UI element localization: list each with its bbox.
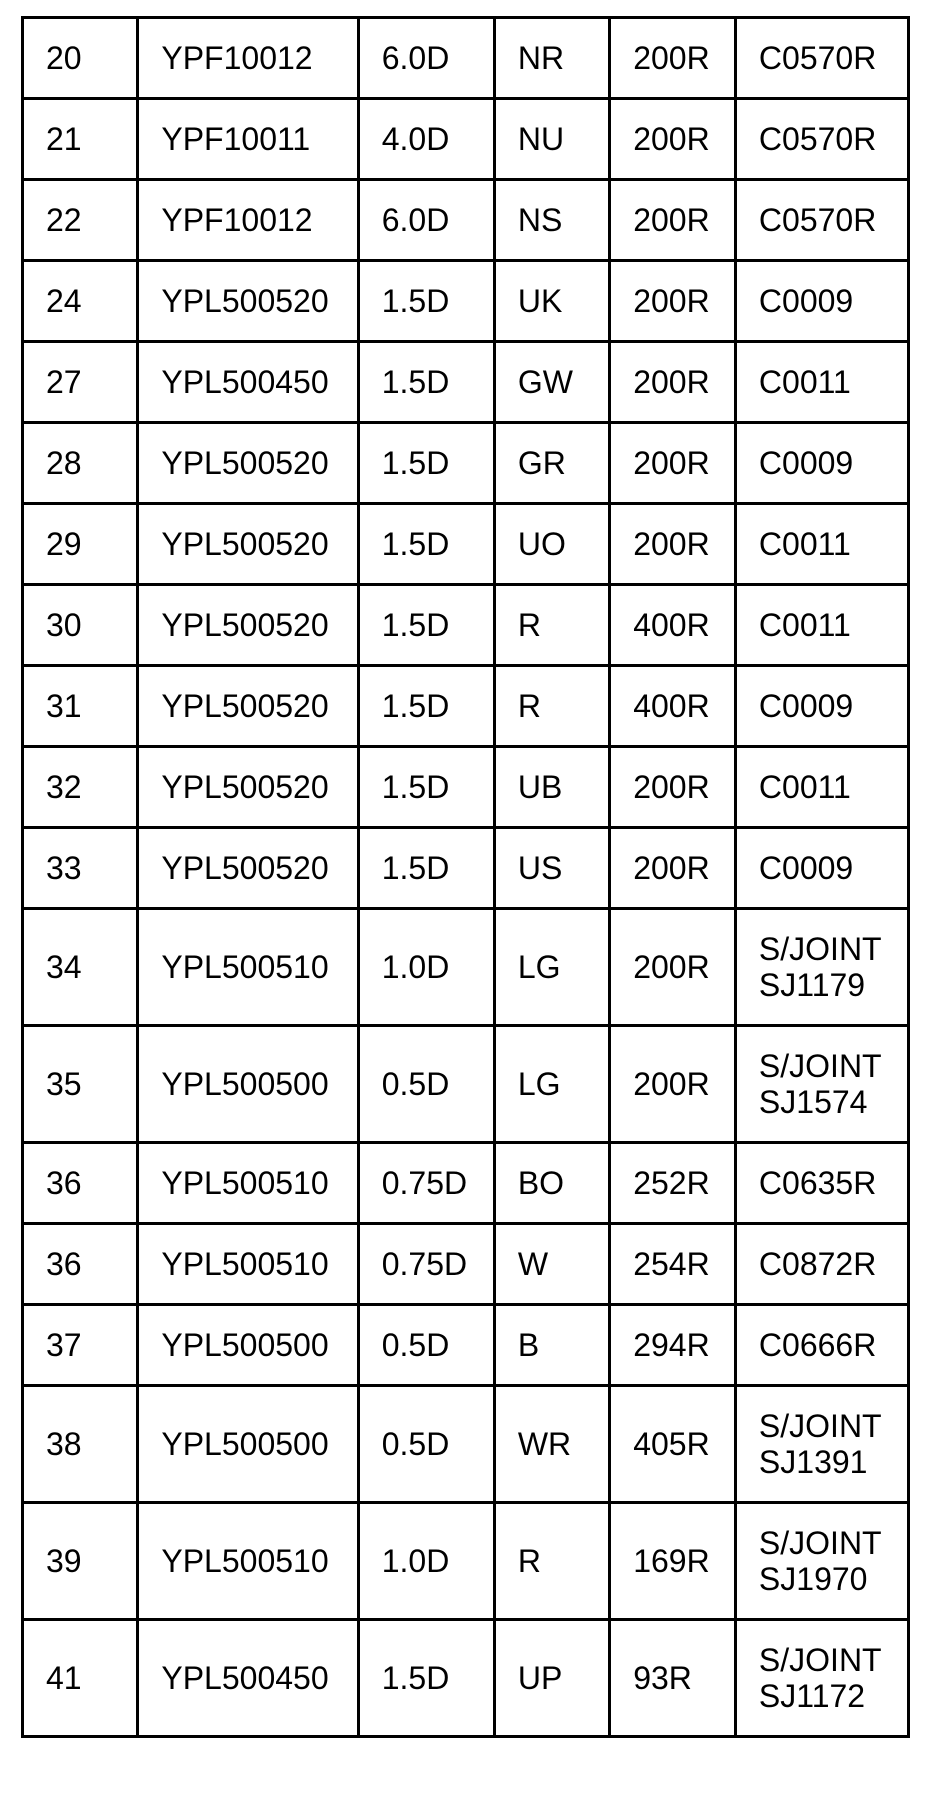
- size-cell: 0.5D: [358, 1026, 494, 1143]
- data-table: [21, 16, 910, 1738]
- rating-cell: 200R: [610, 342, 736, 423]
- size-cell: 6.0D: [358, 18, 494, 99]
- code-cell: BO: [494, 1143, 609, 1224]
- rating-cell: 200R: [610, 1026, 736, 1143]
- part-number-cell: YPL500510: [138, 1224, 358, 1305]
- table-body: [23, 18, 909, 1737]
- code-cell: US: [494, 828, 609, 909]
- part-number-cell: YPL500510: [138, 1143, 358, 1224]
- size-cell: 1.5D: [358, 1620, 494, 1737]
- item-number-cell: 38: [23, 1386, 138, 1503]
- code-cell: NS: [494, 180, 609, 261]
- item-number-cell: 34: [23, 909, 138, 1026]
- table-row: [23, 99, 909, 180]
- item-number-cell: 41: [23, 1620, 138, 1737]
- data-table-container: [21, 16, 910, 1738]
- item-number-cell: 35: [23, 1026, 138, 1143]
- part-number-cell: YPL500520: [138, 423, 358, 504]
- connection-cell: C0009: [735, 261, 908, 342]
- cell-text-line: SJ1179: [758, 967, 866, 1003]
- item-number-cell: 24: [23, 261, 138, 342]
- rating-cell: 200R: [610, 18, 736, 99]
- cell-text-line: S/JOINT: [758, 1048, 882, 1084]
- connection-cell: C0872R: [735, 1224, 908, 1305]
- rating-cell: 294R: [610, 1305, 736, 1386]
- part-number-cell: YPL500450: [138, 1620, 358, 1737]
- item-number-cell: 20: [23, 18, 138, 99]
- code-cell: R: [494, 666, 609, 747]
- size-cell: 1.5D: [358, 423, 494, 504]
- code-cell: LG: [494, 909, 609, 1026]
- cell-text-line: S/JOINT: [758, 931, 882, 967]
- item-number-cell: 36: [23, 1143, 138, 1224]
- size-cell: 1.5D: [358, 666, 494, 747]
- rating-cell: 169R: [610, 1503, 736, 1620]
- item-number-cell: 21: [23, 99, 138, 180]
- part-number-cell: YPF10012: [138, 180, 358, 261]
- table-row: [23, 342, 909, 423]
- table-row: [23, 1305, 909, 1386]
- size-cell: 1.5D: [358, 747, 494, 828]
- code-cell: NR: [494, 18, 609, 99]
- item-number-cell: 27: [23, 342, 138, 423]
- code-cell: WR: [494, 1386, 609, 1503]
- table-row: [23, 747, 909, 828]
- size-cell: 1.5D: [358, 342, 494, 423]
- size-cell: 4.0D: [358, 99, 494, 180]
- connection-cell: C0570R: [735, 18, 908, 99]
- rating-cell: 200R: [610, 423, 736, 504]
- code-cell: R: [494, 1503, 609, 1620]
- item-number-cell: 37: [23, 1305, 138, 1386]
- connection-cell: [735, 1503, 908, 1620]
- table-row: [23, 180, 909, 261]
- connection-cell: C0666R: [735, 1305, 908, 1386]
- part-number-cell: YPF10011: [138, 99, 358, 180]
- connection-cell: C0570R: [735, 180, 908, 261]
- connection-cell: [735, 909, 908, 1026]
- item-number-cell: 39: [23, 1503, 138, 1620]
- code-cell: UK: [494, 261, 609, 342]
- connection-cell: C0635R: [735, 1143, 908, 1224]
- rating-cell: 93R: [610, 1620, 736, 1737]
- item-number-cell: 32: [23, 747, 138, 828]
- size-cell: 1.5D: [358, 261, 494, 342]
- code-cell: GR: [494, 423, 609, 504]
- part-number-cell: YPL500500: [138, 1305, 358, 1386]
- size-cell: 0.75D: [358, 1224, 494, 1305]
- part-number-cell: YPL500510: [138, 1503, 358, 1620]
- code-cell: LG: [494, 1026, 609, 1143]
- rating-cell: 252R: [610, 1143, 736, 1224]
- size-cell: 0.75D: [358, 1143, 494, 1224]
- code-cell: UP: [494, 1620, 609, 1737]
- rating-cell: 200R: [610, 828, 736, 909]
- code-cell: NU: [494, 99, 609, 180]
- size-cell: 1.0D: [358, 1503, 494, 1620]
- part-number-cell: YPF10012: [138, 18, 358, 99]
- rating-cell: 254R: [610, 1224, 736, 1305]
- part-number-cell: YPL500520: [138, 585, 358, 666]
- table-row: [23, 1386, 909, 1503]
- item-number-cell: 28: [23, 423, 138, 504]
- code-cell: UB: [494, 747, 609, 828]
- cell-text-line: SJ1391: [758, 1444, 868, 1480]
- connection-cell: [735, 1386, 908, 1503]
- connection-cell: C0011: [735, 342, 908, 423]
- connection-cell: C0570R: [735, 99, 908, 180]
- cell-text-line: SJ1574: [758, 1084, 868, 1120]
- item-number-cell: 30: [23, 585, 138, 666]
- connection-cell: [735, 1026, 908, 1143]
- item-number-cell: 31: [23, 666, 138, 747]
- rating-cell: 200R: [610, 99, 736, 180]
- size-cell: 1.5D: [358, 585, 494, 666]
- table-row: [23, 504, 909, 585]
- rating-cell: 400R: [610, 666, 736, 747]
- rating-cell: 200R: [610, 747, 736, 828]
- part-number-cell: YPL500500: [138, 1026, 358, 1143]
- part-number-cell: YPL500450: [138, 342, 358, 423]
- table-row: [23, 585, 909, 666]
- cell-text-line: S/JOINT: [758, 1408, 882, 1444]
- table-row: [23, 1026, 909, 1143]
- table-row: [23, 1503, 909, 1620]
- table-row: [23, 1224, 909, 1305]
- part-number-cell: YPL500520: [138, 504, 358, 585]
- item-number-cell: 29: [23, 504, 138, 585]
- table-row: [23, 1143, 909, 1224]
- size-cell: 0.5D: [358, 1386, 494, 1503]
- code-cell: W: [494, 1224, 609, 1305]
- part-number-cell: YPL500520: [138, 828, 358, 909]
- item-number-cell: 22: [23, 180, 138, 261]
- rating-cell: 200R: [610, 180, 736, 261]
- table-row: [23, 909, 909, 1026]
- rating-cell: 200R: [610, 504, 736, 585]
- size-cell: 1.0D: [358, 909, 494, 1026]
- code-cell: GW: [494, 342, 609, 423]
- cell-text-line: SJ1172: [758, 1678, 866, 1714]
- table-row: [23, 261, 909, 342]
- cell-text-line: S/JOINT: [758, 1642, 882, 1678]
- part-number-cell: YPL500520: [138, 666, 358, 747]
- part-number-cell: YPL500520: [138, 261, 358, 342]
- code-cell: B: [494, 1305, 609, 1386]
- rating-cell: 200R: [610, 261, 736, 342]
- size-cell: 1.5D: [358, 504, 494, 585]
- connection-cell: C0011: [735, 585, 908, 666]
- part-number-cell: YPL500520: [138, 747, 358, 828]
- table-row: [23, 828, 909, 909]
- part-number-cell: YPL500500: [138, 1386, 358, 1503]
- connection-cell: [735, 1620, 908, 1737]
- connection-cell: C0011: [735, 747, 908, 828]
- size-cell: 1.5D: [358, 828, 494, 909]
- rating-cell: 200R: [610, 909, 736, 1026]
- size-cell: 6.0D: [358, 180, 494, 261]
- table-row: [23, 1620, 909, 1737]
- connection-cell: C0011: [735, 504, 908, 585]
- size-cell: 0.5D: [358, 1305, 494, 1386]
- part-number-cell: YPL500510: [138, 909, 358, 1026]
- rating-cell: 405R: [610, 1386, 736, 1503]
- item-number-cell: 33: [23, 828, 138, 909]
- item-number-cell: 36: [23, 1224, 138, 1305]
- connection-cell: C0009: [735, 423, 908, 504]
- cell-text-line: SJ1970: [758, 1561, 868, 1597]
- code-cell: R: [494, 585, 609, 666]
- table-row: [23, 18, 909, 99]
- table-row: [23, 423, 909, 504]
- rating-cell: 400R: [610, 585, 736, 666]
- connection-cell: C0009: [735, 666, 908, 747]
- connection-cell: C0009: [735, 828, 908, 909]
- code-cell: UO: [494, 504, 609, 585]
- cell-text-line: S/JOINT: [758, 1525, 882, 1561]
- table-row: [23, 666, 909, 747]
